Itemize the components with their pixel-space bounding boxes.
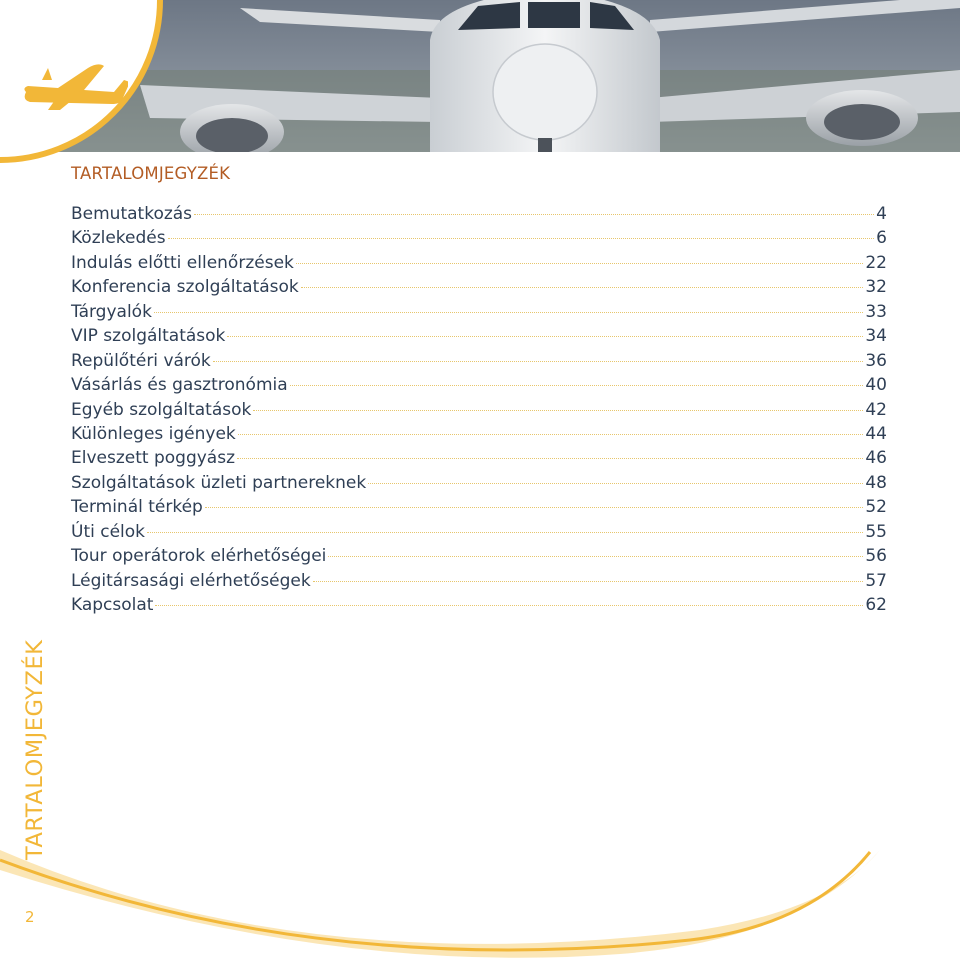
toc-entry-page: 52 [865, 497, 887, 518]
toc-entry-title: Repülőtéri várók [71, 350, 211, 371]
toc-entry-title: Vásárlás és gasztronómia [71, 375, 288, 396]
dot-leader [155, 605, 863, 606]
toc-entry-page: 32 [865, 277, 887, 298]
toc-entry-title: VIP szolgáltatások [71, 326, 226, 347]
dot-leader [213, 361, 864, 362]
toc-entry[interactable] [71, 471, 887, 495]
toc-entry[interactable] [71, 544, 887, 568]
toc-entry-title: Különleges igények [71, 423, 236, 444]
toc-entry-page: 33 [865, 301, 887, 322]
toc-entry-title: Konferencia szolgáltatások [71, 277, 299, 298]
dot-leader [296, 263, 863, 264]
toc-entry-page: 55 [865, 521, 887, 542]
toc-entry-page: 62 [865, 595, 887, 615]
toc-entry-page: 34 [865, 326, 887, 347]
dot-leader [205, 507, 864, 508]
toc-entry-page: 44 [865, 423, 887, 444]
toc-entry-title: Tour operátorok elérhetőségei [71, 546, 327, 567]
airplane-icon [18, 50, 128, 112]
dot-leader [290, 385, 864, 386]
toc-entry[interactable] [71, 520, 887, 544]
toc-entry-title: Elveszett poggyász [71, 448, 235, 469]
dot-leader [194, 214, 874, 215]
toc-entry-page: 57 [865, 570, 887, 591]
toc-entry[interactable] [71, 324, 887, 348]
toc-entry[interactable] [71, 300, 887, 324]
dot-leader [301, 287, 864, 288]
toc-entry-title: Tárgyalók [71, 301, 152, 322]
toc-entry-page: 48 [865, 472, 887, 493]
dot-leader [253, 410, 863, 411]
toc-entry-title: Úti célok [71, 521, 146, 542]
toc-entry-title: Egyéb szolgáltatások [71, 399, 252, 420]
toc-entry-title: Közlekedés [71, 228, 166, 249]
toc-entry-page: 56 [865, 546, 887, 567]
toc-entry[interactable] [71, 226, 887, 250]
toc-entry[interactable] [71, 593, 887, 617]
toc-entry[interactable] [71, 446, 887, 470]
toc-entry-title: Indulás előtti ellenőrzések [71, 252, 294, 273]
toc-entry-page: 4 [876, 204, 887, 224]
toc-entry-page: 36 [865, 350, 887, 371]
toc-entry-title: Bemutatkozás [71, 204, 193, 224]
dot-leader [313, 581, 864, 582]
page-title: TARTALOMJEGYZÉK [71, 164, 231, 183]
toc-entry[interactable] [71, 495, 887, 519]
vertical-section-label: TARTALOMJEGYZÉK [22, 639, 48, 860]
toc-entry-page: 42 [865, 399, 887, 420]
dot-leader [237, 458, 863, 459]
toc-entry[interactable] [71, 569, 887, 593]
toc-entry[interactable] [71, 349, 887, 373]
dot-leader [238, 434, 864, 435]
dot-leader [227, 336, 863, 337]
dot-leader [147, 532, 863, 533]
page-number: 2 [25, 908, 35, 926]
toc-entry[interactable] [71, 373, 887, 397]
table-of-contents [71, 202, 887, 617]
toc-entry-page: 6 [876, 228, 887, 249]
dot-leader [368, 483, 863, 484]
toc-entry-page: 40 [865, 375, 887, 396]
toc-entry[interactable] [71, 398, 887, 422]
toc-entry-title: Kapcsolat [71, 595, 154, 615]
toc-entry[interactable] [71, 202, 887, 226]
toc-entry[interactable] [71, 275, 887, 299]
toc-entry[interactable] [71, 251, 887, 275]
bottom-swoosh-decoration [0, 830, 960, 960]
toc-entry-title: Szolgáltatások üzleti partnereknek [71, 472, 367, 493]
toc-entry-title: Terminál térkép [71, 497, 203, 518]
dot-leader [154, 312, 863, 313]
dot-leader [328, 556, 863, 557]
toc-entry-title: Légitársasági elérhetőségek [71, 570, 311, 591]
toc-entry-page: 46 [865, 448, 887, 469]
toc-entry[interactable] [71, 422, 887, 446]
dot-leader [168, 238, 875, 239]
toc-entry-page: 22 [865, 252, 887, 273]
